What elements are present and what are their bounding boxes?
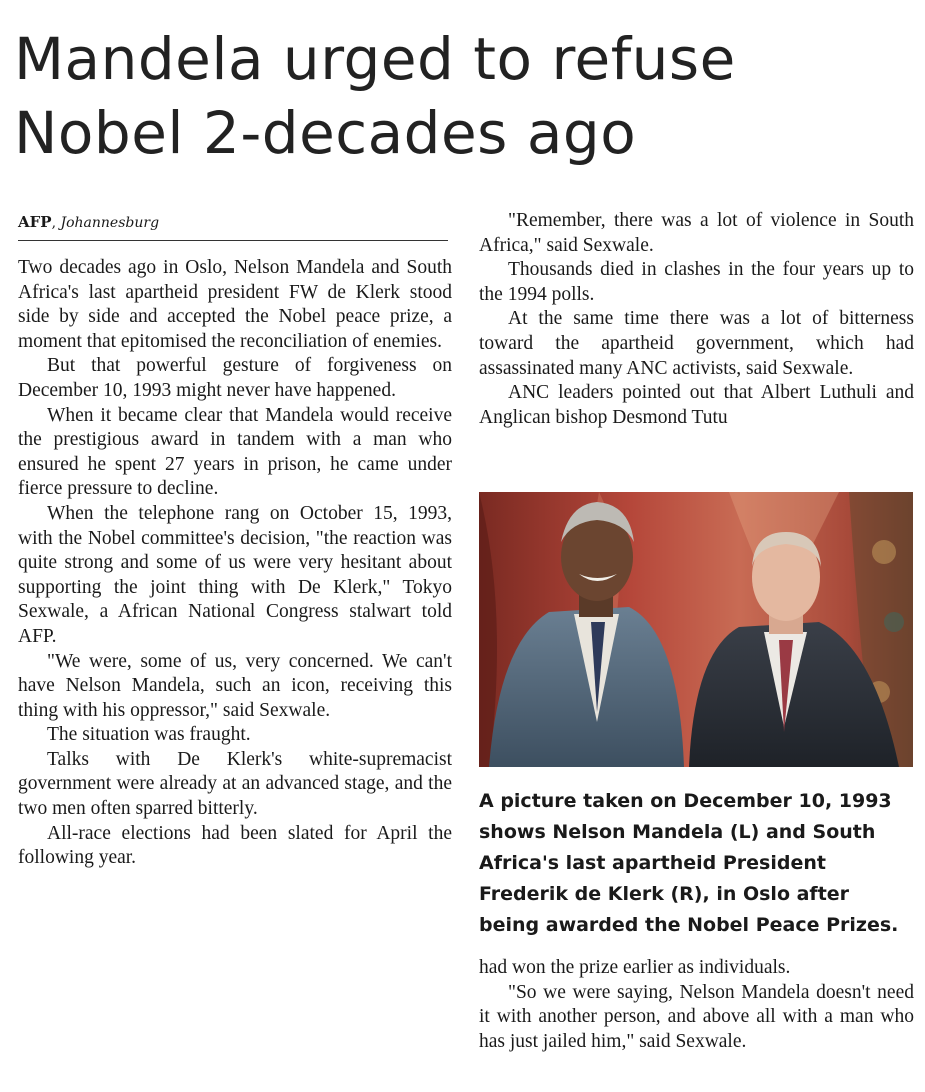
article-column-left <box>18 256 452 871</box>
article-column-right-top <box>479 209 914 430</box>
byline-place: Johannesburg <box>60 215 160 231</box>
headline-line-1: Mandela urged to refuse <box>14 25 736 93</box>
paragraph: "Remember, there was a lot of violence in South Africa," said Sexwale. <box>479 210 914 256</box>
headline <box>14 22 914 170</box>
paragraph: When it became clear that Mandela would receive the prestigious award in tandem with a man who ensured he spent 27 years in prison, he came under fierce pressure to decline. <box>18 404 452 500</box>
paragraph: All-race elections had been slated for April the following year. <box>18 822 452 869</box>
paragraph: had won the prize earlier as individuals. <box>479 957 791 978</box>
byline: AFP, Johannesburg <box>18 213 448 241</box>
paragraph: The situation was fraught. <box>47 724 251 746</box>
paragraph: When the telephone rang on October 15, 1993, with the Nobel committee's decision, "the reaction was quite strong and some of us were very hesitant about supporting the joint thing with De Klerk," Tokyo Sexwale, a African National Congress stalwart told AFP. <box>18 502 452 647</box>
photo-mandela-de-klerk-icon <box>479 492 913 767</box>
paragraph: At the same time there was a lot of bitterness toward the apartheid government, which had assassinated many ANC activists, said Sexwale. <box>479 308 914 379</box>
paragraph: ANC leaders pointed out that Albert Luthuli and Anglican bishop Desmond Tutu <box>479 382 914 428</box>
news-photo <box>479 492 913 767</box>
paragraph: "So we were saying, Nelson Mandela doesn't need it with another person, and above all with a man who has just jailed him," said Sexwale. <box>479 981 914 1052</box>
paragraph: "We were, some of us, very concerned. We can't have Nelson Mandela, such an icon, receiving this thing with his oppressor," said Sexwale. <box>18 650 452 721</box>
paragraph: But that powerful gesture of forgiveness on December 10, 1993 might never have happened. <box>18 355 452 401</box>
photo-caption: A picture taken on December 10, 1993 shows Nelson Mandela (L) and South Africa's last apartheid President Frederik de Klerk (R), in Oslo after being awarded the Nobel Peace Prizes. <box>479 790 899 936</box>
paragraph: Two decades ago in Oslo, Nelson Mandela and South Africa's last apartheid president FW de Klerk stood side by side and accepted the Nobel peace prize, a moment that epitomised the reconciliation of enemies. <box>18 257 452 352</box>
byline-agency: AFP <box>18 213 52 231</box>
paragraph: Talks with De Klerk's white-supremacist government were already at an advanced stage, and the two men often sparred bitterly. <box>18 748 452 820</box>
paragraph: Thousands died in clashes in the four years up to the 1994 polls. <box>479 259 914 305</box>
article-column-right-bottom <box>479 956 914 1054</box>
headline-line-2: Nobel 2-decades ago <box>14 99 637 167</box>
